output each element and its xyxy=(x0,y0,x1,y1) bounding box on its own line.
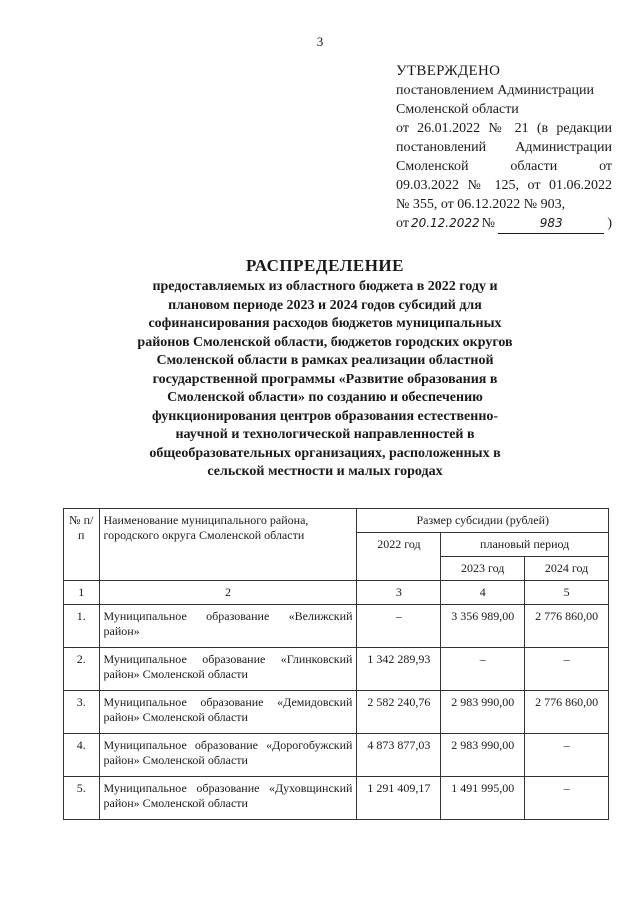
header-amount: Размер субсидии (рублей) xyxy=(357,509,609,533)
row-no: 4. xyxy=(64,734,100,777)
approval-line: Смоленской области от xyxy=(396,159,612,174)
document-subtitle: предоставляемых из областного бюджета в 2022 году и плановом периоде 2023 и 2024 годов субсидий для софинансирования расходов бюджетов муниципальных районов Смоленской области, бюджетов городских округов Смоленской области в рамках реализации областной государственной программы «Развитие образования в Смоленской области» по созданию и обеспечению функционирования центров образования естественно-научной и технологической направленностей в общеобразовательных организациях, расположенных в сельской местности и малых городах xyxy=(137,279,513,479)
table-row xyxy=(64,691,609,734)
handwritten-date: 20.12.2022 xyxy=(410,216,480,230)
approval-block xyxy=(396,62,612,234)
header-no: № п/п xyxy=(64,509,100,581)
row-2024: – xyxy=(525,734,609,777)
row-2022: 4 873 877,03 xyxy=(357,734,441,777)
signature-row xyxy=(396,214,612,234)
header-name: Наименование муниципального района, городского округа Смоленской области xyxy=(99,509,357,581)
row-2022: 1 291 409,17 xyxy=(357,777,441,820)
row-name: Муниципальное образование «Демидовский район» Смоленской области xyxy=(99,691,357,734)
row-2022: 1 342 289,93 xyxy=(357,648,441,691)
index-cell: 1 xyxy=(64,581,100,605)
row-2024: – xyxy=(525,777,609,820)
table-row xyxy=(64,777,609,820)
row-2022: – xyxy=(357,605,441,648)
row-2023: – xyxy=(441,648,525,691)
sign-number-prefix: № xyxy=(481,216,496,231)
index-cell: 2 xyxy=(99,581,357,605)
index-cell: 3 xyxy=(357,581,441,605)
table-header-row xyxy=(64,509,609,533)
index-cell: 5 xyxy=(525,581,609,605)
approval-line: 09.03.2022 № 125, от 01.06.2022 xyxy=(396,178,612,193)
row-name: Муниципальное образование «Духовщинский район» Смоленской области xyxy=(99,777,357,820)
sign-suffix: ) xyxy=(607,216,612,231)
approval-line: № 355, от 06.12.2022 № 903, xyxy=(396,197,566,212)
row-no: 3. xyxy=(64,691,100,734)
row-name: Муниципальное образование «Дорогобужский район» Смоленской области xyxy=(99,734,357,777)
subsidy-table xyxy=(63,508,609,820)
title-block xyxy=(130,256,520,482)
row-name: Муниципальное образование «Глинковский район» Смоленской области xyxy=(99,648,357,691)
header-2024: 2024 год xyxy=(525,557,609,581)
approval-line: постановлением Администрации xyxy=(396,83,594,98)
row-2022: 2 582 240,76 xyxy=(357,691,441,734)
row-name: Муниципальное образование «Велижский район» xyxy=(99,605,357,648)
index-cell: 4 xyxy=(441,581,525,605)
page-number: 3 xyxy=(316,34,324,49)
row-2024: 2 776 860,00 xyxy=(525,691,609,734)
row-no: 2. xyxy=(64,648,100,691)
approval-line: постановлений Администрации xyxy=(396,140,612,155)
table-row xyxy=(64,734,609,777)
row-2024: – xyxy=(525,648,609,691)
row-2024: 2 776 860,00 xyxy=(525,605,609,648)
table-index-row xyxy=(64,581,609,605)
table-row xyxy=(64,648,609,691)
header-2023: 2023 год xyxy=(441,557,525,581)
approval-heading: УТВЕРЖДЕНО xyxy=(396,63,501,79)
handwritten-number: 983 xyxy=(498,214,604,234)
approval-line: Смоленской области xyxy=(396,102,519,117)
table-row xyxy=(64,605,609,648)
document-title: РАСПРЕДЕЛЕНИЕ xyxy=(246,256,404,275)
row-2023: 2 983 990,00 xyxy=(441,734,525,777)
row-2023: 1 491 995,00 xyxy=(441,777,525,820)
row-no: 5. xyxy=(64,777,100,820)
row-no: 1. xyxy=(64,605,100,648)
approval-line: от 26.01.2022 № 21 (в редакции xyxy=(396,121,612,136)
row-2023: 3 356 989,00 xyxy=(441,605,525,648)
header-2022: 2022 год xyxy=(357,533,441,581)
row-2023: 2 983 990,00 xyxy=(441,691,525,734)
sign-prefix: от xyxy=(396,216,409,231)
header-planned: плановый период xyxy=(441,533,609,557)
